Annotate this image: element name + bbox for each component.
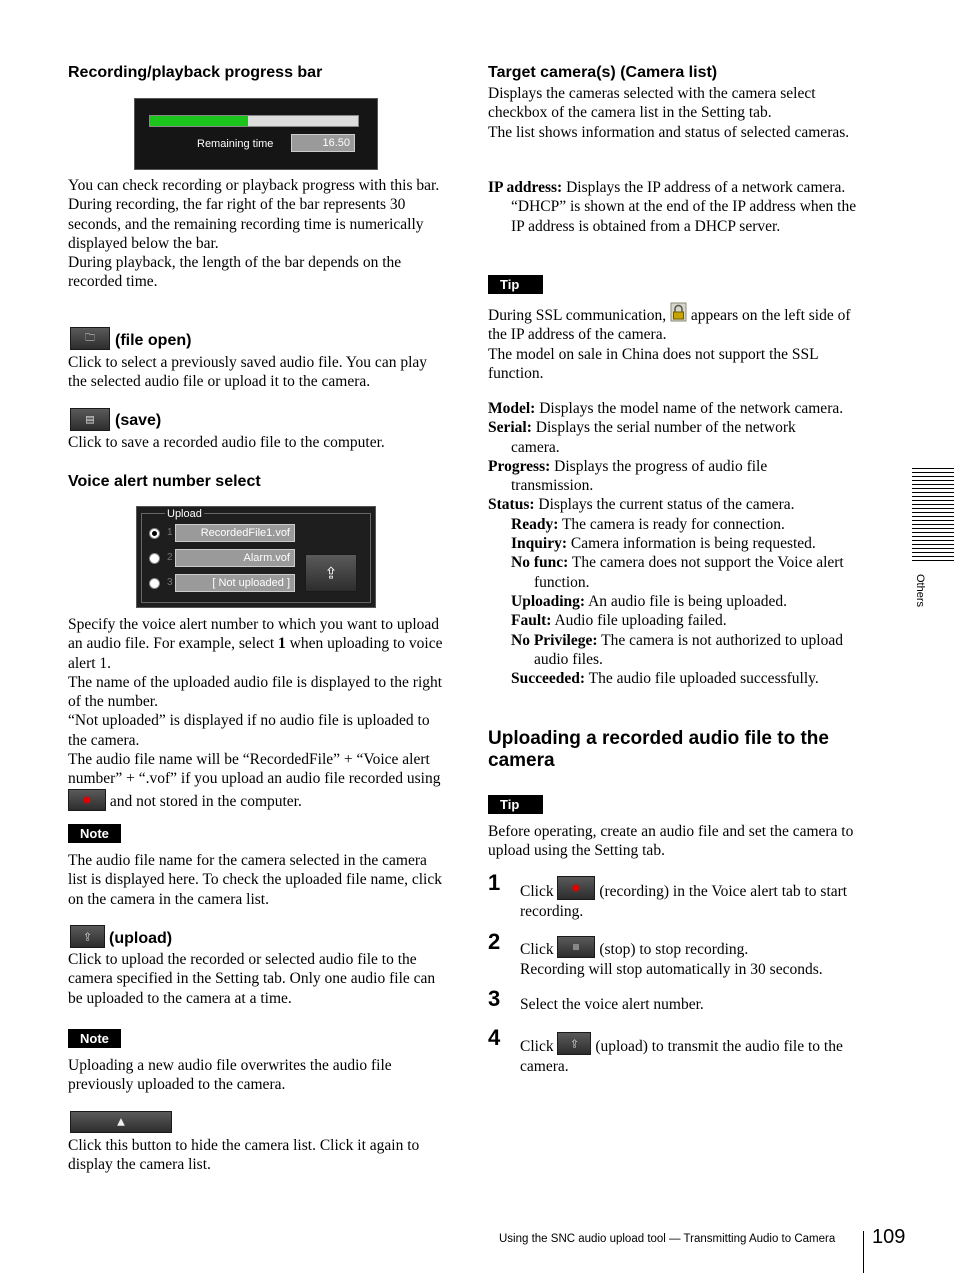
status-text: The audio file uploaded successfully.	[585, 670, 819, 688]
status-inquiry	[511, 534, 848, 553]
voice-alert-radio-2	[149, 553, 160, 564]
status-succeeded	[511, 669, 848, 688]
ip-address-def	[488, 178, 871, 236]
definitions-list	[488, 399, 848, 688]
upload-text: Click to upload the recorded or selected audio file to the camera specified in the Setting tab. Only one audio file can be uploaded to the camera at a time.	[68, 951, 436, 1007]
record-dot-icon	[573, 885, 580, 892]
status-no-privilege	[511, 631, 848, 670]
record-button-inline	[557, 876, 595, 900]
status-uploading	[511, 592, 848, 611]
remaining-time-label: Remaining time	[197, 138, 274, 150]
def-term: Status:	[488, 496, 535, 514]
step-number-2: 2	[488, 929, 501, 954]
voice-text-1a: Specify the voice alert number to which you want to upload an audio file. For example, select	[68, 616, 440, 653]
footer-divider	[863, 1231, 864, 1273]
upload-button-inline	[557, 1032, 591, 1055]
tip-badge-2: Tip	[488, 795, 543, 814]
file-open-button-image	[70, 327, 110, 350]
voice-alert-heading: Voice alert number select	[68, 473, 261, 490]
status-text: The camera is ready for connection.	[558, 515, 785, 533]
triangle-up-icon: ▲	[117, 1116, 125, 1128]
def-term: Model:	[488, 400, 536, 417]
voice-alert-radio-1	[149, 528, 160, 539]
def-term: Serial:	[488, 419, 532, 437]
progress-text-3: During playback, the length of the bar depends on the recorded time.	[68, 254, 402, 291]
save-text: Click to save a recorded audio file to the computer.	[68, 434, 385, 451]
voice-text-2: The name of the uploaded audio file is displayed to the right of the number.	[68, 673, 443, 711]
status-term: Ready:	[511, 515, 559, 533]
hide-list-button-image	[70, 1111, 172, 1133]
ip-text: Displays the IP address of a network camera. “DHCP” is shown at the end of the IP address when the IP address is obtained from a DHCP server.	[511, 179, 857, 235]
target-camera-heading: Target camera(s) (Camera list)	[488, 64, 718, 81]
progress-panel-image	[134, 98, 378, 170]
record-dot-icon	[84, 796, 91, 803]
progress-fill	[150, 116, 248, 126]
tip-text-1	[488, 302, 868, 383]
status-term: Succeeded:	[511, 670, 586, 688]
status-text: An audio file is being uploaded.	[585, 592, 787, 610]
tip-text-1-line	[488, 302, 868, 345]
save-button-image	[70, 408, 110, 431]
section-heading: Uploading a recorded audio file to the camera	[488, 728, 829, 771]
progress-text-1: You can check recording or playback progress with this bar.	[68, 177, 440, 194]
status-term: Uploading:	[511, 592, 586, 610]
side-tab-label: Others	[914, 574, 926, 608]
voice-text-3: “Not uploaded” is displayed if no audio file is uploaded to the camera.	[68, 712, 430, 749]
voice-text-4a: The audio file name will be “RecordedFile” + “Voice alert number” + “.vof” if you upload an audio file recorded using	[68, 751, 441, 788]
voice-alert-file-1: RecordedFile1.vof	[175, 524, 295, 542]
progress-description	[68, 176, 446, 292]
step-2-text	[520, 936, 860, 980]
def-serial	[488, 418, 848, 457]
remaining-time-value: 16.50	[291, 134, 355, 152]
status-text: The camera is not authorized to upload audio files.	[534, 631, 843, 668]
progress-track	[149, 115, 359, 127]
hide-list-text: Click this button to hide the camera list. Click it again to display the camera list.	[68, 1137, 420, 1174]
voice-text-4	[68, 750, 444, 811]
step-4-text	[520, 1032, 865, 1076]
footer-text: Using the SNC audio upload tool — Transmitting Audio to Camera	[499, 1233, 836, 1245]
status-term: Fault:	[511, 612, 552, 630]
progress-text-2: During recording, the far right of the bar represents 30 seconds, and the remaining recording time is numerically displayed below the bar.	[68, 196, 424, 252]
file-open-label: (file open)	[115, 332, 192, 349]
status-text: Camera information is being requested.	[567, 535, 816, 553]
def-text: Displays the progress of audio file transmission.	[511, 457, 768, 495]
step-4b: (upload) to transmit the audio file to the camera.	[520, 1038, 843, 1075]
folder-icon: 🗀	[85, 332, 95, 343]
voice-alert-num-3: 3	[167, 577, 173, 588]
voice-alert-description	[68, 615, 444, 811]
step-2-line	[520, 936, 860, 960]
def-text: Displays the model name of the network camera.	[535, 400, 844, 417]
stop-button-inline	[557, 936, 595, 958]
voice-text-1	[68, 615, 444, 673]
side-index-tabs	[912, 468, 954, 562]
step-4a: Click	[520, 1038, 558, 1055]
status-text: The camera does not support the Voice alert function.	[534, 554, 844, 591]
upload-group-title: Upload	[167, 508, 202, 520]
target-text-2: The list shows information and status of selected cameras.	[488, 123, 850, 141]
status-list	[488, 515, 848, 689]
stop-square-icon	[573, 944, 579, 950]
def-term: Progress:	[488, 457, 551, 475]
upload-label: (upload)	[109, 930, 173, 947]
voice-text-4b: and not stored in the computer.	[106, 792, 302, 810]
step-1b: (recording) in the Voice alert tab to start recording.	[520, 883, 848, 920]
upload-button-image	[70, 925, 105, 948]
note-badge-1: Note	[68, 824, 121, 843]
upload-arrow-icon: ⇪	[324, 563, 338, 583]
def-progress	[488, 457, 848, 496]
target-text-1: Displays the cameras selected with the camera select checkbox of the camera list in the Setting tab.	[488, 85, 816, 122]
ip-term: IP address:	[488, 179, 563, 196]
panel-upload-button	[305, 554, 357, 592]
def-model	[488, 399, 848, 418]
step-1a: Click	[520, 883, 558, 900]
target-camera-text	[488, 84, 868, 142]
def-status	[488, 495, 848, 514]
def-text: Displays the serial number of the network camera.	[511, 419, 796, 456]
upload-icon: ⇪	[82, 930, 93, 943]
tip-text-1a: During SSL communication,	[488, 307, 670, 324]
step-1-text	[520, 876, 860, 922]
status-no-func	[511, 553, 848, 592]
voice-alert-radio-3	[149, 578, 160, 589]
step-2c: Recording will stop automatically in 30 seconds.	[520, 961, 823, 978]
save-icon: ▤	[85, 414, 95, 425]
voice-alert-num-2: 2	[167, 552, 173, 563]
upload-panel-image	[136, 506, 376, 608]
def-text: Displays the current status of the camera.	[534, 496, 795, 514]
step-2b: (stop) to stop recording.	[595, 941, 749, 958]
status-term: No Privilege:	[511, 631, 598, 649]
status-term: Inquiry:	[511, 535, 567, 553]
status-fault	[511, 611, 848, 630]
voice-alert-num-1: 1	[167, 527, 173, 538]
voice-alert-file-3: [ Not uploaded ]	[175, 574, 295, 592]
file-open-text: Click to select a previously saved audio file. You can play the selected audio file or upload it to the camera.	[68, 354, 428, 391]
page-number: 109	[872, 1226, 906, 1248]
step-number-3: 3	[488, 986, 501, 1011]
status-ready	[511, 515, 848, 534]
tip-text-1b: appears on the left side of the IP address of the camera.	[488, 307, 851, 344]
step-number-4: 4	[488, 1025, 501, 1050]
note-text-2: Uploading a new audio file overwrites the audio file previously uploaded to the camera.	[68, 1057, 392, 1094]
note-text-1: The audio file name for the camera selected in the camera list is displayed here. To check the uploaded file name, click on the camera in the camera list.	[68, 852, 442, 908]
step-2a: Click	[520, 941, 558, 958]
step-number-1: 1	[488, 870, 501, 895]
tip-badge-1: Tip	[488, 275, 543, 294]
note-badge-2: Note	[68, 1029, 121, 1048]
save-label: (save)	[115, 412, 162, 429]
voice-text-1c: when uploading to voice alert 1.	[68, 635, 443, 672]
status-text: Audio file uploading failed.	[551, 612, 727, 630]
step-3-text: Select the voice alert number.	[520, 996, 704, 1013]
progress-bar-heading: Recording/playback progress bar	[68, 64, 323, 81]
lock-icon	[670, 302, 687, 322]
voice-alert-file-2: Alarm.vof	[175, 549, 295, 567]
upload-icon: ⇪	[569, 1036, 580, 1050]
record-button-inline	[68, 789, 106, 811]
tip-text-1c: The model on sale in China does not support the SSL function.	[488, 345, 819, 382]
tip-text-2: Before operating, create an audio file and set the camera to upload using the Setting tab.	[488, 823, 854, 860]
voice-text-1b: 1	[278, 635, 286, 653]
status-term: No func:	[511, 554, 569, 572]
